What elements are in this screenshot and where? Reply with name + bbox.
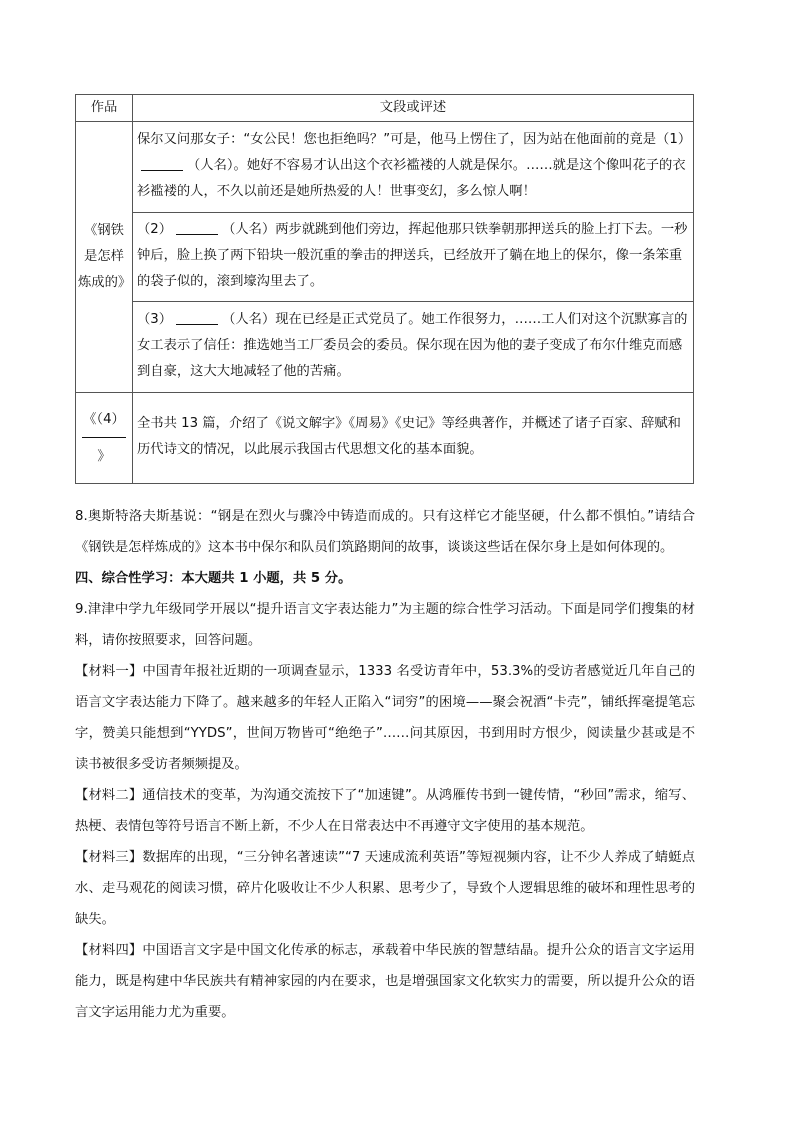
- material-3: [75, 842, 695, 935]
- passage-cell: [133, 213, 694, 302]
- table-row: [76, 302, 694, 393]
- section-heading: 四、综合性学习：本大题共 1 小题，共 5 分。: [75, 571, 352, 586]
- material-text: 中国语言文字是中国文化传承的标志，承载着中华民族的智慧结晶。提升公众的语言文字运用能力，既是构建中华民族共有精神家园的内在要求，也是增强国家文化软实力的需要，所以提升公众的语言文字运用能力尤为重要。: [75, 943, 696, 1020]
- material-label: 【材料四】: [75, 943, 143, 958]
- passage-text: （2）: [137, 222, 173, 237]
- material-2: [75, 780, 695, 842]
- material-4: [75, 935, 695, 1028]
- passage-cell: [133, 302, 694, 393]
- material-1: [75, 656, 695, 780]
- passage-cell: [133, 122, 694, 213]
- material-text: 中国青年报社近期的一项调查显示，1333 名受访青年中，53.3%的受访者感觉近几年自己的语言文字表达能力下降了。越来越多的年轻人正陷入“词穷”的困境——聚会祝酒“卡壳”，铺纸挥毫提笔忘字，赞美只能想到“YYDS”，世间万物皆可“绝绝子”……问其原因，书到用时方恨少，阅读量少甚或是不读书被很多受访者频频提及。: [75, 664, 695, 772]
- table-header-row: [76, 95, 694, 122]
- passage-cell: [133, 393, 694, 484]
- table-row: [76, 122, 694, 213]
- material-text: 通信技术的变革，为沟通交流按下了“加速键”。从鸿雁传书到一键传情，“秒回”需求，缩写、热梗、表情包等符号语言不断上新，不少人在日常表达中不再遵守文字使用的基本规范。: [75, 788, 696, 834]
- passage-text: （3）: [137, 312, 173, 327]
- passage-text: 全书共 13 篇，介绍了《说文解字》《周易》《史记》等经典著作，并概述了诸子百家、辞赋和历代诗文的情况，以此展示我国古代思想文化的基本面貌。: [137, 416, 681, 457]
- work-title-cell: [76, 393, 133, 484]
- header-passage: 文段或评述: [133, 95, 694, 122]
- answer-blank[interactable]: [176, 220, 218, 235]
- material-text: 数据库的出现，“三分钟名著速读”“7 天速成流利英语”等短视频内容，让不少人养成了蜻蜓点水、走马观花的阅读习惯，碎片化吸收让不少人积累、思考少了，导致个人逻辑思维的破坏和理性思考的缺失。: [75, 850, 695, 927]
- table-row: [76, 213, 694, 302]
- answer-blank[interactable]: [82, 433, 126, 438]
- work-title: 》: [97, 448, 111, 464]
- work-title: 《（4）: [83, 411, 125, 427]
- header-work: 作品: [76, 95, 133, 122]
- answer-blank[interactable]: [176, 310, 218, 325]
- answer-blank[interactable]: [141, 156, 183, 171]
- works-table: [75, 94, 694, 484]
- material-label: 【材料二】: [75, 788, 143, 803]
- table-row: [76, 393, 694, 484]
- material-label: 【材料三】: [75, 850, 143, 865]
- passage-text: （人名）两步就跳到他们旁边，挥起他那只铁拳朝那押送兵的脸上打下去。一秒钟后，脸上换了两下铅块一般沉重的拳击的押送兵，已经放开了躺在地上的保尔，像一条笨重的袋子似的，滚到壕沟里去了。: [137, 222, 688, 289]
- material-label: 【材料一】: [75, 664, 143, 679]
- work-title: 《钢铁是怎样炼成的》: [78, 223, 132, 290]
- question-8: 8.奥斯特洛夫斯基说：“钢是在烈火与骤冷中铸造而成的。只有这样它才能坚硬，什么都不惧怕。”请结合《钢铁是怎样炼成的》这本书中保尔和队员们筑路期间的故事，谈谈这些话在保尔身上是如何体现的。: [75, 509, 695, 555]
- passage-text: （人名）现在已经是正式党员了。她工作很努力，……工人们对这个沉默寡言的女工表示了信任：推选她当工厂委员会的委员。保尔现在因为他的妻子变成了布尔什维克而感到自豪，这大大地减轻了他的苦痛。: [137, 312, 688, 379]
- question-9: 9.津津中学九年级同学开展以“提升语言文字表达能力”为主题的综合性学习活动。下面是同学们搜集的材料，请你按照要求，回答问题。: [75, 602, 695, 648]
- work-title-cell: [76, 122, 133, 393]
- passage-text: （人名）。她好不容易才认出这个衣衫褴褛的人就是保尔。……就是这个像叫花子的衣衫褴褛的人，不久以前还是她所热爱的人！世事变幻，多么惊人啊！: [137, 158, 686, 199]
- passage-text: 保尔又问那女子：“女公民！您也拒绝吗？”可是，他马上愣住了，因为站在他面前的竟是（1）: [137, 132, 692, 147]
